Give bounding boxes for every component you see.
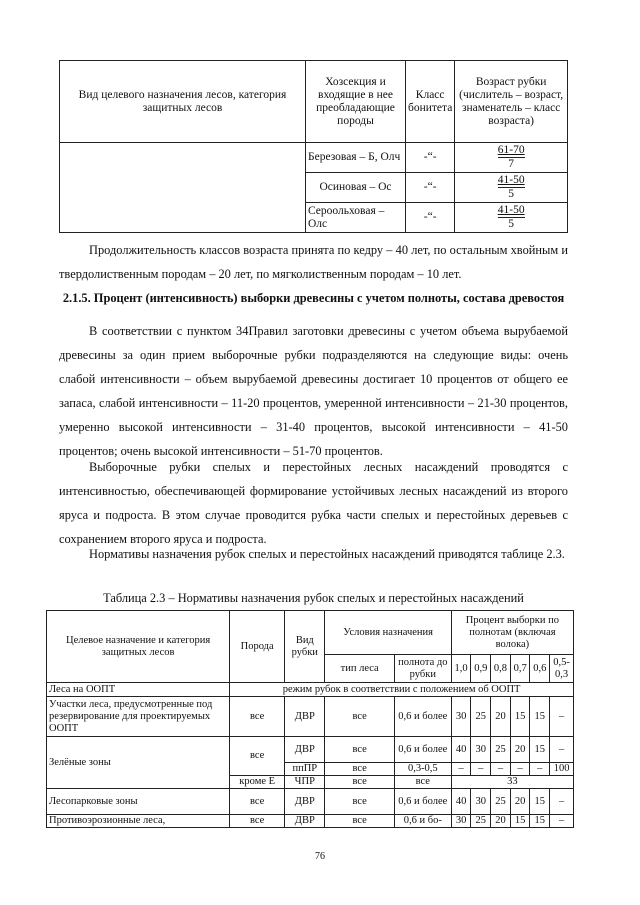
merged-note: режим рубок в соответствии с положением об ООПТ (230, 683, 574, 697)
cell: 15 (530, 815, 550, 828)
cell: 25 (491, 789, 511, 815)
cell: – (451, 763, 471, 776)
age-cell (455, 173, 568, 203)
cell: все (325, 815, 394, 828)
cell: 0,6 и более (394, 789, 451, 815)
cell: – (550, 789, 574, 815)
cell: 0,3-0,5 (394, 763, 451, 776)
header-density: полнота до рубки (394, 655, 451, 683)
cell: все (325, 789, 394, 815)
cell: 30 (471, 789, 491, 815)
cell: 100 (550, 763, 574, 776)
page-number: 76 (315, 851, 325, 862)
age-cell (455, 143, 568, 173)
section-cell: Сероольховая – Олс (306, 203, 406, 233)
table-row (47, 737, 574, 763)
age-numerator: 61-70 (497, 144, 525, 156)
cell: 25 (471, 697, 491, 737)
cell: – (491, 763, 511, 776)
cell: все (325, 763, 394, 776)
cell: 20 (510, 737, 530, 763)
merged-cell: 33 (451, 776, 573, 789)
age-numerator: 41-50 (497, 204, 525, 216)
paragraph-selective: Выборочные рубки спелых и перестойных лесных насаждений проводятся с интенсивностью, обеспечивающей формирование устойчивых лесных насаждений из второго яруса и подроста. В этом случае проводится рубка части спелых и перестойных деревьев с сохранением второго яруса и подроста. (59, 460, 568, 546)
header-class: Класс бонитета (406, 61, 455, 143)
cell: 15 (510, 697, 530, 737)
cell: 30 (451, 697, 471, 737)
cell: ДВР (285, 815, 325, 828)
cell: все (325, 737, 394, 763)
header-density-value: 0,7 (510, 655, 530, 683)
cell: все (230, 815, 285, 828)
cell: 20 (510, 789, 530, 815)
table-caption: Таблица 2.3 – Нормативы назначения рубок спелых и перестойных насаждений (103, 591, 524, 605)
header-type: Вид рубки (285, 611, 325, 683)
header-density-value: 0,6 (530, 655, 550, 683)
age-numerator: 41-50 (497, 174, 525, 186)
cell: 15 (530, 737, 550, 763)
cell: все (230, 697, 285, 737)
table-row (60, 143, 568, 173)
row-label: Леса на ООПТ (47, 683, 230, 697)
table-row (47, 697, 574, 737)
row-label: Противоэрозионные леса, (47, 815, 230, 828)
cell: 20 (491, 697, 511, 737)
cell: 30 (471, 737, 491, 763)
cell: все (325, 776, 394, 789)
cell: все (325, 697, 394, 737)
age-cell (455, 203, 568, 233)
cell: 0,6 и более (394, 697, 451, 737)
row-label: Участки леса, предусмотренные под резервирование для проектируемых ООПТ (47, 697, 230, 737)
header-species: Порода (230, 611, 285, 683)
class-cell: -“- (406, 143, 455, 173)
cell: ДВР (285, 789, 325, 815)
paragraph-intensity: В соответствии с пунктом 34Правил заготовки древесины с учетом объема вырубаемой древесины за один прием выборочные рубки подразделяются на следующие виды: очень слабой интенсивности – объем вырубаемой древесины достигает 10 процентов от общего ее запаса, слабой интенсивности – 11-20 процентов, умеренной интенсивности – 21-30 процентов, умеренно высокой интенсивности – 31-40 процентов, высокой интенсивности – 41-50 процентов; очень высокой интенсивности – 51-70 процентов. (59, 324, 568, 458)
cell: 25 (471, 815, 491, 828)
cell: 40 (451, 737, 471, 763)
section-cell: Березовая – Б, Олч (306, 143, 406, 173)
cell: – (530, 763, 550, 776)
cell: все (230, 737, 285, 776)
table-row (47, 815, 574, 828)
header-purpose: Целевое назначение и категория защитных лесов (47, 611, 230, 683)
cell: 30 (451, 815, 471, 828)
norms-table (46, 610, 574, 828)
age-denominator: 5 (508, 218, 515, 230)
header-purpose: Вид целевого назначения лесов, категория защитных лесов (60, 61, 306, 143)
header-conditions: Условия назначения (325, 611, 451, 655)
age-denominator: 5 (508, 188, 515, 200)
cell: – (550, 697, 574, 737)
header-density-value: 0,9 (471, 655, 491, 683)
cell: все (394, 776, 451, 789)
header-density-value: 0,8 (491, 655, 511, 683)
age-denominator: 7 (508, 158, 515, 170)
age-table (59, 60, 568, 233)
cell: ЧПР (285, 776, 325, 789)
cell: 25 (491, 737, 511, 763)
cell: ппПР (285, 763, 325, 776)
cell: кроме Е (230, 776, 285, 789)
cell: ДВР (285, 697, 325, 737)
paragraph-age-classes: Продолжительность классов возраста принята по кедру – 40 лет, по остальным хвойным и твердолиственным породам – 20 лет, по мягколиственным породам – 10 лет. (59, 243, 568, 281)
cell: 20 (491, 815, 511, 828)
purpose-cell (60, 143, 306, 233)
cell: 0,6 и бо- (394, 815, 451, 828)
header-forest-type: тип леса (325, 655, 394, 683)
cell: – (510, 763, 530, 776)
row-label: Зелёные зоны (47, 737, 230, 789)
table-row (47, 683, 574, 697)
cell: ДВР (285, 737, 325, 763)
cell: – (471, 763, 491, 776)
cell: – (550, 815, 574, 828)
header-section: Хозсекция и входящие в нее преобладающие породы (306, 61, 406, 143)
cell: – (550, 737, 574, 763)
header-age: Возраст рубки (числитель – возраст, знаменатель – класс возраста) (455, 61, 568, 143)
row-label: Лесопарковые зоны (47, 789, 230, 815)
paragraph-norms: Нормативы назначения рубок спелых и перестойных насаждений приводятся таблице 2.3. (89, 547, 565, 561)
cell: 15 (530, 789, 550, 815)
section-cell: Осиновая – Ос (306, 173, 406, 203)
class-cell: -“- (406, 173, 455, 203)
header-density-value: 0,5-0,3 (550, 655, 574, 683)
cell: 15 (510, 815, 530, 828)
class-cell: -“- (406, 203, 455, 233)
cell: 40 (451, 789, 471, 815)
cell: 0,6 и более (394, 737, 451, 763)
table-row (47, 789, 574, 815)
cell: 15 (530, 697, 550, 737)
section-heading: 2.1.5. Процент (интенсивность) выборки древесины с учетом полноты, состава древостоя (62, 291, 565, 305)
cell: все (230, 789, 285, 815)
header-percent: Процент выборки по полнотам (включая волока) (451, 611, 573, 655)
header-density-value: 1,0 (451, 655, 471, 683)
